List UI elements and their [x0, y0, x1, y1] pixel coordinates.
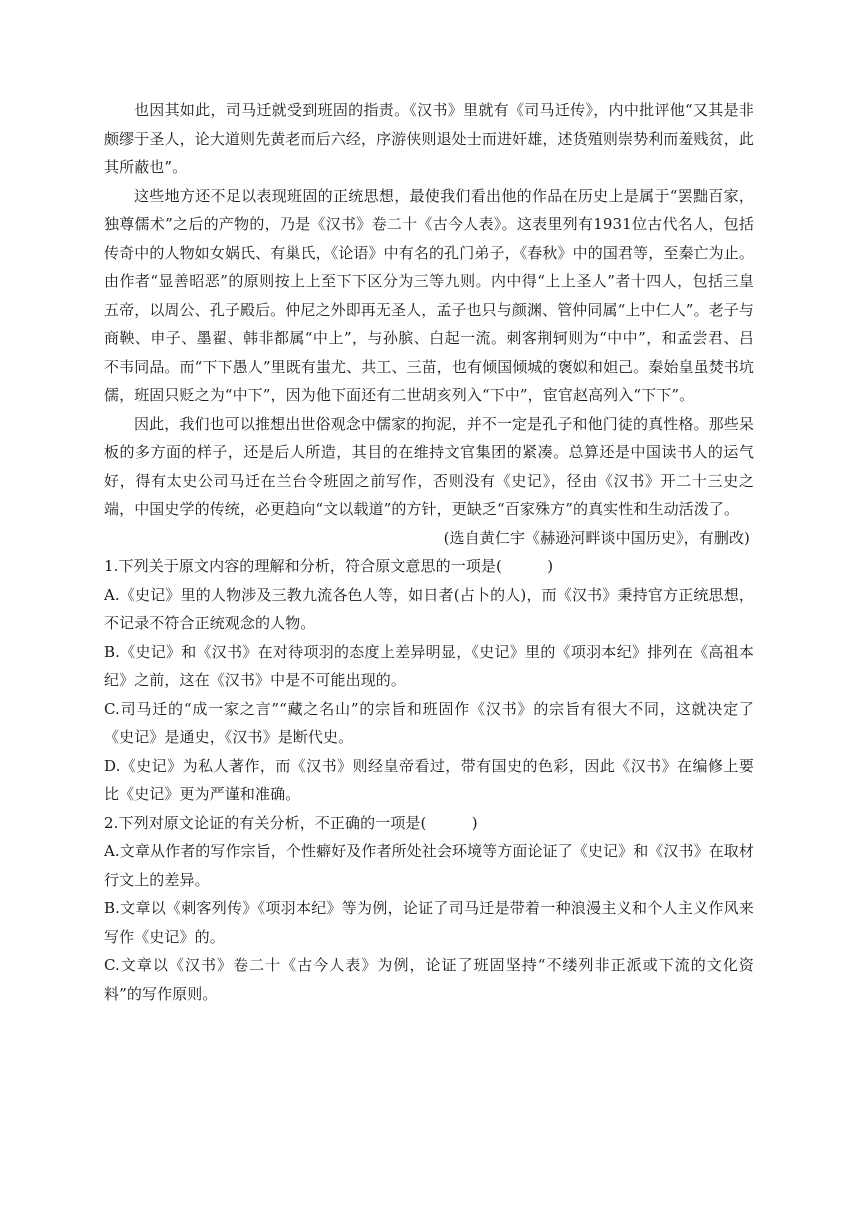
question-1-option-d: D.《史记》为私人著作，而《汉书》则经皇帝看过，带有国史的色彩，因此《汉书》在编修上要比《史记》更为严谨和准确。 — [104, 756, 754, 803]
document-page — [104, 96, 754, 1008]
question-1-stem: 1.下列关于原文内容的理解和分析，符合原文意思的一项是( ) — [104, 557, 554, 575]
passage-paragraph-3: 因此，我们也可以推想出世俗观念中儒家的拘泥，并不一定是孔子和他门徒的真性格。那些呆板的多方面的样子，还是后人所造，其目的在维持文官集团的紧凑。总算还是中国读书人的运气好，得有太史公司马迁在兰台令班固之前写作，否则没有《史记》，径由《汉书》开二十三史之端，中国史学的传统，必更趋向“文以载道”的方针，更缺乏“百家殊方”的真实性和生动活泼了。 — [104, 414, 754, 518]
question-1-option-c: C.司马迁的“成一家之言”“藏之名山”的宗旨和班固作《汉书》的宗旨有很大不同，这就决定了《史记》是通史，《汉书》是断代史。 — [104, 699, 754, 746]
question-2-stem: 2.下列对原文论证的有关分析，不正确的一项是( ) — [104, 813, 478, 832]
question-2-option-a: A.文章从作者的写作宗旨，个性癖好及作者所处社会环境等方面论证了《史记》和《汉书》在取材行文上的差异。 — [104, 842, 755, 889]
question-1-option-b: B.《史记》和《汉书》在对待项羽的态度上差异明显，《史记》里的《项羽本纪》排列在《高祖本纪》之前，这在《汉书》中是不可能出现的。 — [104, 642, 754, 689]
passage-paragraph-1: 也因其如此，司马迁就受到班固的指责。《汉书》里就有《司马迁传》，内中批评他“又其是非颇缪于圣人，论大道则先黄老而后六经，序游侠则退处士而进奸雄，述货殖则崇势利而羞贱贫，此其所蔽也”。 — [104, 101, 754, 176]
question-1-option-a: A.《史记》里的人物涉及三教九流各色人等，如日者(占卜的人)，而《汉书》秉持官方正统思想，不记录不符合正统观念的人物。 — [104, 585, 754, 632]
passage-source: (选自黄仁宇《赫逊河畔谈中国历史》，有删改) — [443, 528, 750, 547]
passage-paragraph-2: 这些地方还不足以表现班固的正统思想，最使我们看出他的作品在历史上是属于“罢黜百家，独尊儒术”之后的产物的，乃是《汉书》卷二十《古今人表》。这表里列有1931位古代名人，包括传奇中的人物如女娲氏、有巢氏，《论语》中有名的孔门弟子，《春秋》中的国君等，至秦亡为止。由作者“显善昭恶”的原则按上上至下下区分为三等九则。内中得“上上圣人”者十四人，包括三皇五帝，以周公、孔子殿后。仲尼之外即再无圣人，孟子也只与颜渊、管仲同属“上中仁人”。老子与商鞅、申子、墨翟、韩非都属“中上”，与孙膑、白起一流。刺客荆轲则为“中中”，和孟尝君、吕不韦同品。而“下下愚人”里既有蚩尤、共工、三苗，也有倾国倾城的褒姒和妲己。秦始皇虽焚书坑儒，班固只贬之为“中下”，因为他下面还有二世胡亥列入“下中”，宦官赵高列入“下下”。 — [104, 186, 754, 404]
question-2-option-b: B.文章以《刺客列传》《项羽本纪》等为例，论证了司马迁是带着一种浪漫主义和个人主义作风来写作《史记》的。 — [104, 899, 754, 946]
question-2-option-c: C.文章以《汉书》卷二十《古今人表》为例，论证了班固坚持“不缕列非正派或下流的文化资料”的写作原则。 — [104, 956, 754, 1003]
